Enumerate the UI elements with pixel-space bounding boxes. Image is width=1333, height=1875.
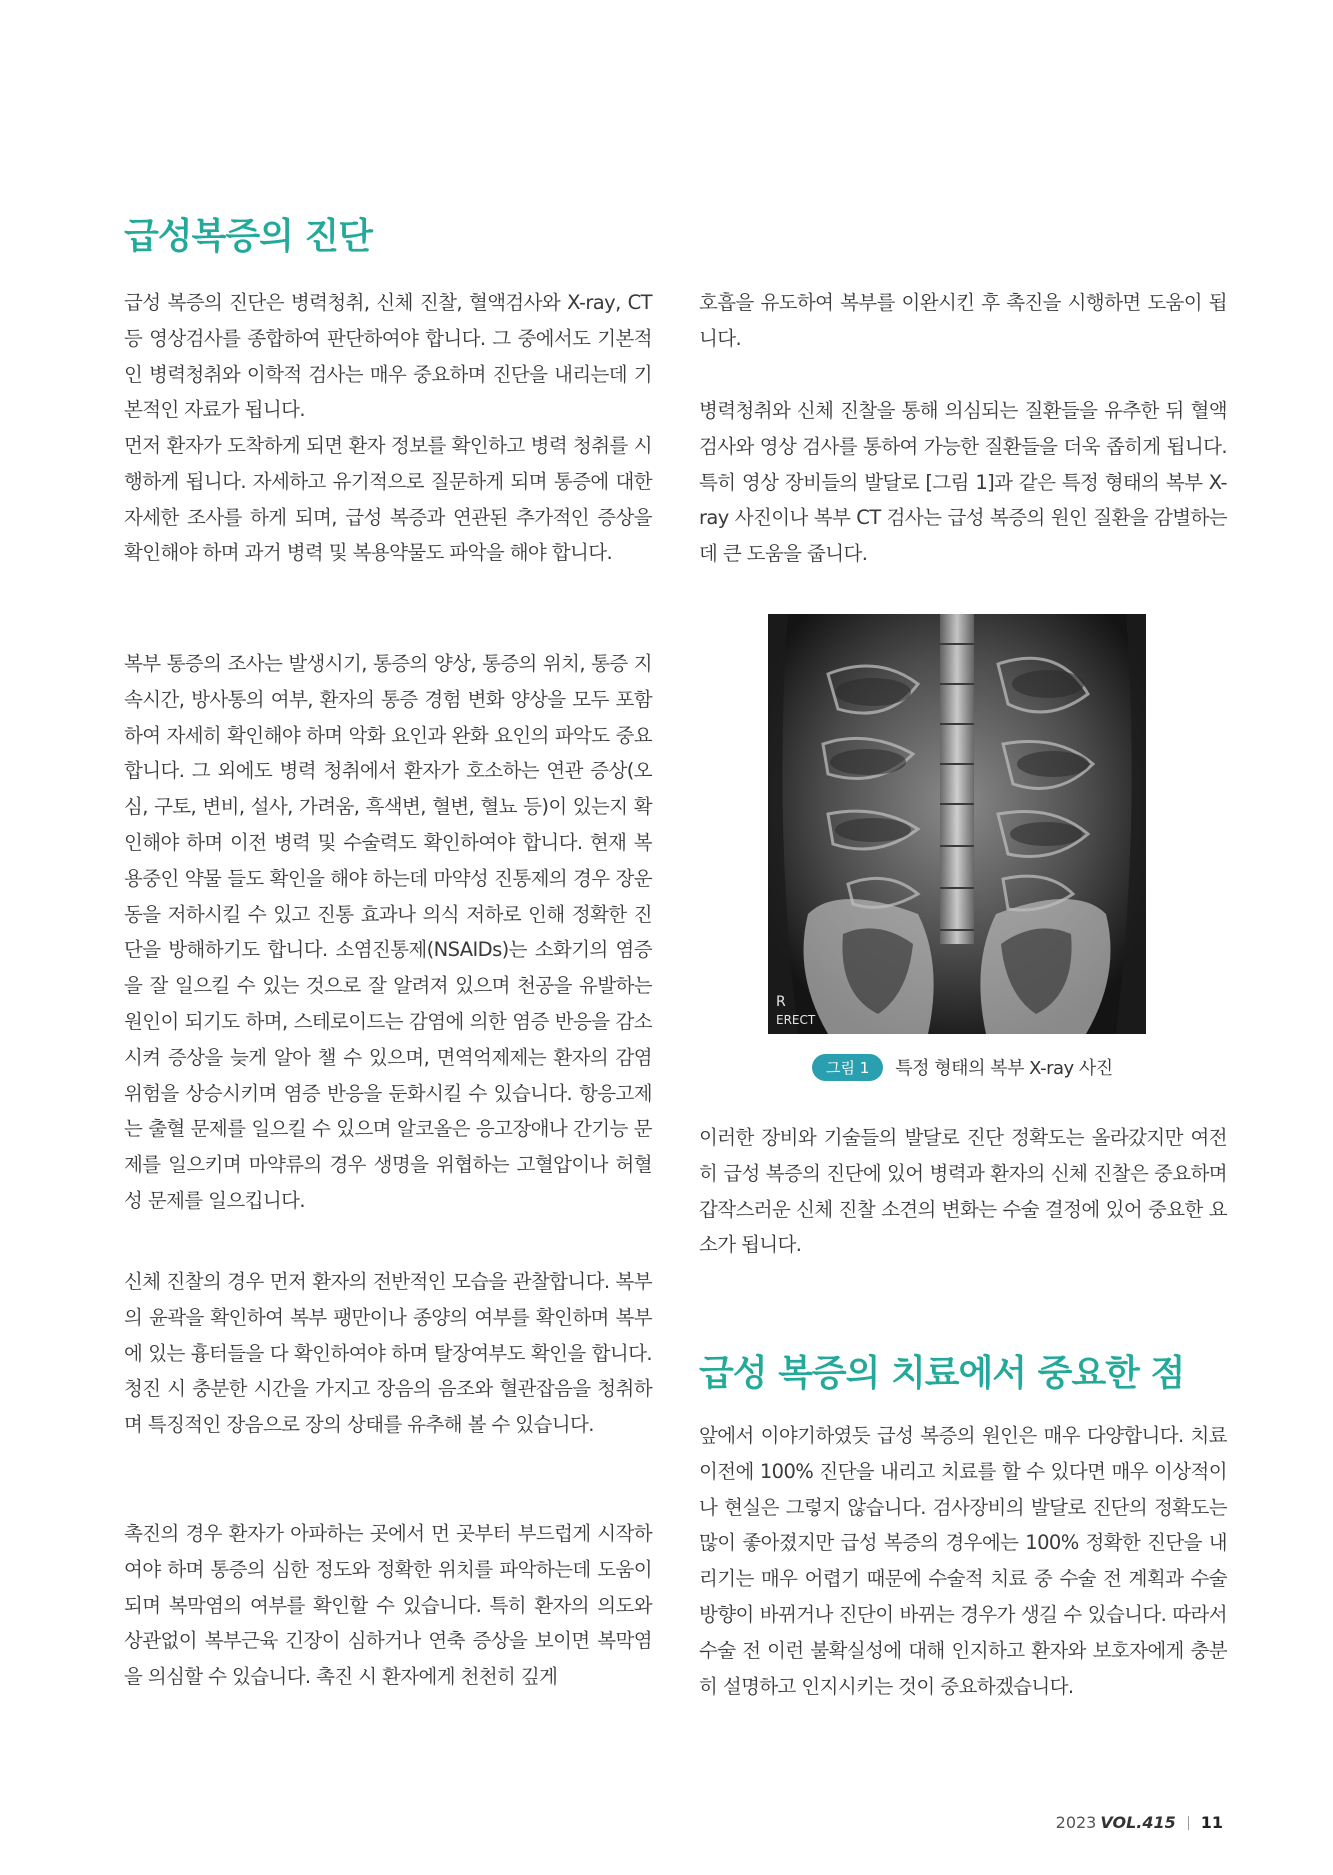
xray-marker-erect: ERECT xyxy=(776,1013,816,1027)
caption-text: 특정 형태의 복부 X-ray 사진 xyxy=(895,1058,1113,1079)
paragraph: 병력청취와 신체 진찰을 통해 의심되는 질환들을 유추한 뒤 혈액검사와 영상 검사를 통하여 가능한 질환들을 더욱 좁히게 됩니다. 특히 영상 장비들의 발달로 [그림 1]과 같은 특정 형태의 복부 X-ray 사진이나 복부 CT 검사는 급성 복증의 원인 질환을 감별하는데 큰 도움을 줍니다. xyxy=(699,399,1227,566)
paragraph: 먼저 환자가 도착하게 되면 환자 정보를 확인하고 병력 청취를 시행하게 됩니다. 자세하고 유기적으로 질문하게 되며 통증에 대한 자세한 조사를 하게 되며, 급성 복증과 연관된 추가적인 증상을 확인해야 하며 과거 병력 및 복용약물도 파악을 해야 합니다. xyxy=(124,434,652,565)
footer-divider xyxy=(1188,1816,1189,1830)
footer-year: 2023 xyxy=(1055,1813,1097,1832)
caption-badge: 그림 1 xyxy=(812,1054,883,1081)
section-title-treatment: 급성 복증의 치료에서 중요한 점 xyxy=(699,1353,1185,1394)
paragraph: 호흡을 유도하여 복부를 이완시킨 후 촉진을 시행하면 도움이 됩니다. xyxy=(699,291,1227,350)
figure-caption xyxy=(812,1052,1113,1082)
paragraph: 신체 진찰의 경우 먼저 환자의 전반적인 모습을 관찰합니다. 복부의 윤곽을 확인하여 복부 팽만이나 종양의 여부를 확인하며 복부에 있는 흉터들을 다 확인하여야 하며 탈장여부도 확인을 합니다. 청진 시 충분한 시간을 가지고 장음의 음조와 혈관잡음을 청취하며 특징적인 장음으로 장의 상태를 유추해 볼 수 있습니다. xyxy=(124,1270,652,1437)
section-title-diagnosis: 급성복증의 진단 xyxy=(124,216,372,257)
paragraph: 복부 통증의 조사는 발생시기, 통증의 양상, 통증의 위치, 통증 지속시간, 방사통의 여부, 환자의 통증 경험 변화 양상을 모두 포함하여 자세히 확인해야 하며 악화 요인과 완화 요인의 파악도 중요합니다. 그 외에도 병력 청취에서 환자가 호소하는 연관 증상(오심, 구토, 변비, 설사, 가려움, 흑색변, 혈변, 혈뇨 등)이 있는지 확인해야 하며 이전 병력 및 수술력도 확인하여야 합니다. 현재 복용중인 약물 들도 확인을 해야 하는데 마약성 진통제의 경우 장운동을 저하시킬 수 있고 진통 효과나 의식 저하로 인해 정확한 진단을 방해하기도 합니다. 소염진통제(NSAIDs)는 소화기의 염증을 잘 일으킬 수 있는 것으로 잘 알려져 있으며 천공을 유발하는 원인이 되기도 하며, 스테로이드는 감염에 의한 염증 반응을 감소시켜 증상을 늦게 알아 챌 수 있으며, 면역억제제는 환자의 감염 위험을 상승시키며 염증 반응을 둔화시킬 수 있습니다. 항응고제는 출혈 문제를 일으킬 수 있으며 알코올은 응고장애나 간기능 문제를 일으키며 마약류의 경우 생명을 위협하는 고혈압이나 허혈성 문제를 일으킵니다. xyxy=(124,652,652,1212)
xray-figure xyxy=(768,614,1146,1034)
paragraph: 급성 복증의 진단은 병력청취, 신체 진찰, 혈액검사와 X-ray, CT 등 영상검사를 종합하여 판단하여야 합니다. 그 중에서도 기본적인 병력청취와 이학적 검사는 매우 중요하며 진단을 내리는데 기본적인 자료가 됩니다. xyxy=(124,291,652,422)
paragraph: 이러한 장비와 기술들의 발달로 진단 정확도는 올라갔지만 여전히 급성 복증의 진단에 있어 병력과 환자의 신체 진찰은 중요하며 갑작스러운 신체 진찰 소견의 변화는 수술 결정에 있어 중요한 요소가 됩니다. xyxy=(699,1126,1227,1257)
page-footer xyxy=(1056,1813,1223,1832)
page-number: 11 xyxy=(1200,1813,1223,1832)
paragraph: 앞에서 이야기하였듯 급성 복증의 원인은 매우 다양합니다. 치료 이전에 100% 진단을 내리고 치료를 할 수 있다면 매우 이상적이나 현실은 그렇지 않습니다. 검사장비의 발달로 진단의 정확도는 많이 좋아졌지만 급성 복증의 경우에는 100% 정확한 진단을 내리기는 매우 어렵기 때문에 수술적 치료 중 수술 전 계획과 수술 방향이 바뀌거나 진단이 바뀌는 경우가 생길 수 있습니다. 따라서 수술 전 이런 불확실성에 대해 인지하고 환자와 보호자에게 충분히 설명하고 인지시키는 것이 중요하겠습니다. xyxy=(699,1424,1227,1698)
xray-image xyxy=(768,614,1146,1034)
paragraph: 촉진의 경우 환자가 아파하는 곳에서 먼 곳부터 부드럽게 시작하여야 하며 통증의 심한 정도와 정확한 위치를 파악하는데 도움이 되며 복막염의 여부를 확인할 수 있습니다. 특히 환자의 의도와 상관없이 복부근육 긴장이 심하거나 연축 증상을 보이면 복막염을 의심할 수 있습니다. 촉진 시 환자에게 천천히 깊게 xyxy=(124,1522,652,1689)
footer-volume: VOL.415 xyxy=(1100,1813,1176,1832)
xray-marker-r: R xyxy=(776,994,786,1010)
